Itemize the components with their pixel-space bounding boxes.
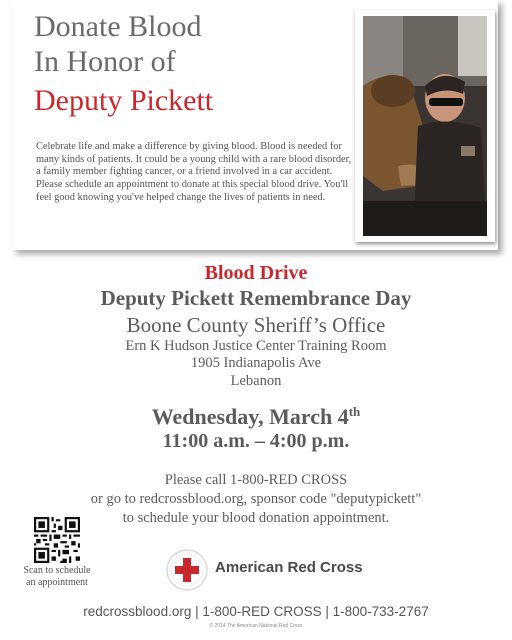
event-date bbox=[0, 404, 512, 430]
location-street: 1905 Indianapolis Ave bbox=[190, 355, 322, 371]
photo-frame bbox=[355, 10, 495, 242]
qr-code-icon[interactable] bbox=[34, 517, 80, 563]
contact-line-1: Please call 1-800-RED CROSS bbox=[164, 472, 348, 488]
event-date-main: Wednesday, March 4 bbox=[151, 404, 349, 429]
contact-line-2[interactable]: or go to redcrossblood.org, sponsor code "deputypickett" bbox=[90, 491, 422, 507]
location-city: Lebanon bbox=[230, 373, 282, 389]
footer-contact[interactable]: redcrossblood.org | 1-800-RED CROSS | 1-800-733-2767 bbox=[83, 604, 429, 619]
deputy-photo bbox=[363, 16, 487, 236]
red-cross-logo-icon bbox=[165, 548, 209, 592]
photo-illustration bbox=[363, 16, 487, 236]
title-line-2: In Honor of bbox=[34, 45, 176, 78]
qr-caption: Scan to schedule an appointment bbox=[23, 565, 91, 588]
honoree-name: Deputy Pickett bbox=[34, 84, 214, 117]
contact-line-3: to schedule your blood donation appointment. bbox=[122, 510, 390, 526]
event-name: Deputy Pickett Remembrance Day bbox=[100, 286, 412, 310]
organization-name: Boone County Sheriff’s Office bbox=[126, 313, 386, 337]
copyright-notice: © 2014 The American National Red Cross bbox=[209, 623, 303, 629]
org-brand-name: American Red Cross bbox=[215, 559, 363, 576]
intro-paragraph: Celebrate life and make a difference by giving blood. Blood is needed for many kinds of patients. It could be a young child with a rare blood disorder, a family member fighting cancer, or a friend involved in a car accident. Please schedule an appointment to donate at this special blood drive. You'll feel good knowing you've helped change the lives of patients in need. bbox=[36, 141, 352, 203]
location-room: Ern K Hudson Justice Center Training Room bbox=[125, 338, 387, 354]
event-date-suffix: th bbox=[348, 404, 361, 419]
title-line-1: Donate Blood bbox=[34, 10, 202, 43]
blood-drive-label: Blood Drive bbox=[204, 262, 308, 284]
event-time: 11:00 a.m. – 4:00 p.m. bbox=[162, 430, 350, 452]
header-panel bbox=[12, 0, 498, 250]
